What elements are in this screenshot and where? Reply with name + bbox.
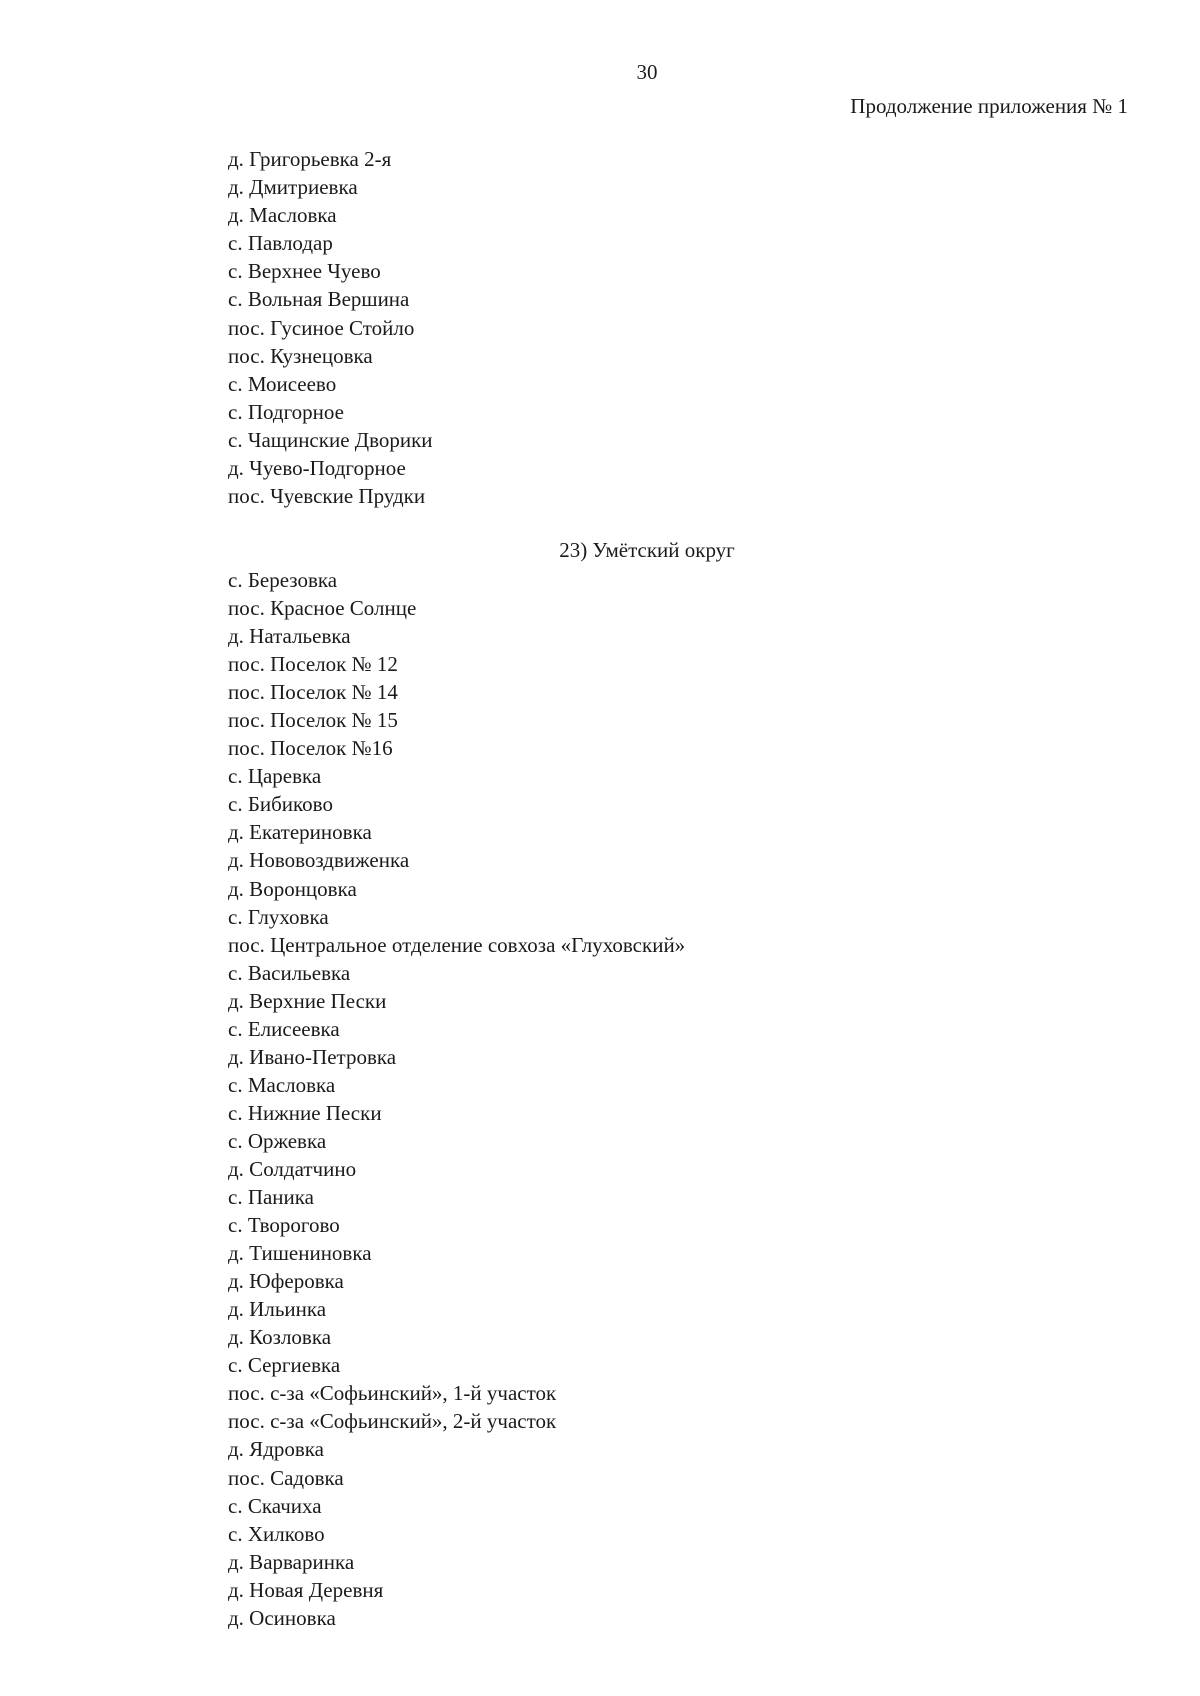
settlement-item: пос. Поселок № 15 bbox=[228, 708, 398, 733]
settlement-item: с. Глуховка bbox=[228, 904, 329, 929]
settlement-item: д. Юферовка bbox=[228, 1269, 344, 1294]
settlement-item: д. Тишениновка bbox=[228, 1241, 372, 1266]
settlement-item: д. Новая Деревня bbox=[228, 1577, 384, 1602]
settlement-item: пос. Красное Солнце bbox=[228, 596, 417, 621]
settlement-item: д. Солдатчино bbox=[228, 1156, 357, 1181]
settlement-item: с. Березовка bbox=[228, 568, 338, 592]
settlement-item: д. Дмитриевка bbox=[228, 175, 358, 200]
settlement-item: с. Хилково bbox=[228, 1521, 325, 1546]
settlement-item: д. Чуево-Подгорное bbox=[228, 456, 406, 481]
settlement-item: пос. Поселок № 14 bbox=[228, 680, 398, 705]
settlement-item: пос. Поселок №16 bbox=[228, 736, 393, 761]
settlement-list-umetsky bbox=[228, 566, 685, 1632]
settlement-item: д. Верхние Пески bbox=[228, 988, 387, 1013]
settlement-item: д. Екатериновка bbox=[228, 820, 372, 845]
settlement-item: с. Скачиха bbox=[228, 1493, 322, 1518]
settlement-item: с. Паника bbox=[228, 1185, 314, 1210]
settlement-list-continued bbox=[228, 145, 433, 510]
section-heading-text: 23) Умётский округ bbox=[559, 538, 735, 562]
settlement-item: д. Ильинка bbox=[228, 1297, 327, 1322]
settlement-item: д. Варваринка bbox=[228, 1549, 355, 1574]
settlement-item: д. Григорьевка 2-я bbox=[228, 147, 392, 171]
settlement-item: с. Чащинские Дворики bbox=[228, 427, 433, 452]
settlement-item: с. Моисеево bbox=[228, 371, 337, 396]
section-heading bbox=[0, 538, 1200, 563]
settlement-item: с. Бибиково bbox=[228, 792, 333, 817]
settlement-item: пос. Гусиное Стойло bbox=[228, 315, 415, 340]
settlement-item: с. Царевка bbox=[228, 764, 322, 789]
settlement-item: с. Масловка bbox=[228, 1072, 336, 1097]
settlement-item: д. Козловка bbox=[228, 1325, 332, 1350]
settlement-item: с. Творогово bbox=[228, 1213, 340, 1238]
settlement-item: с. Васильевка bbox=[228, 960, 351, 985]
settlement-item: с. Оржевка bbox=[228, 1128, 327, 1153]
appendix-continuation-note: Продолжение приложения № 1 bbox=[850, 94, 1128, 118]
settlement-item: с. Сергиевка bbox=[228, 1353, 341, 1378]
settlement-item: пос. Центральное отделение совхоза «Глуховский» bbox=[228, 932, 686, 957]
settlement-item: д. Осиновка bbox=[228, 1605, 336, 1630]
settlement-item: с. Подгорное bbox=[228, 399, 344, 424]
settlement-item: пос. с-за «Софьинский», 1-й участок bbox=[228, 1381, 557, 1406]
settlement-item: д. Ядровка bbox=[228, 1437, 324, 1462]
settlement-item: с. Павлодар bbox=[228, 231, 333, 256]
settlement-item: д. Масловка bbox=[228, 203, 337, 228]
settlement-item: пос. с-за «Софьинский», 2-й участок bbox=[228, 1409, 557, 1434]
settlement-item: пос. Чуевские Прудки bbox=[228, 484, 426, 509]
settlement-item: д. Воронцовка bbox=[228, 876, 357, 901]
settlement-item: д. Ивано-Петровка bbox=[228, 1044, 397, 1069]
settlement-item: с. Верхнее Чуево bbox=[228, 259, 381, 284]
settlement-item: пос. Поселок № 12 bbox=[228, 652, 398, 677]
settlement-item: д. Нововоздвиженка bbox=[228, 848, 410, 873]
page-number-text: 30 bbox=[636, 60, 658, 84]
page-number bbox=[0, 60, 1200, 85]
settlement-item: с. Нижние Пески bbox=[228, 1100, 382, 1125]
settlement-item: с. Елисеевка bbox=[228, 1016, 340, 1041]
settlement-item: пос. Садовка bbox=[228, 1465, 344, 1490]
settlement-item: пос. Кузнецовка bbox=[228, 343, 373, 368]
settlement-item: с. Вольная Вершина bbox=[228, 287, 410, 312]
settlement-item: д. Натальевка bbox=[228, 624, 351, 649]
